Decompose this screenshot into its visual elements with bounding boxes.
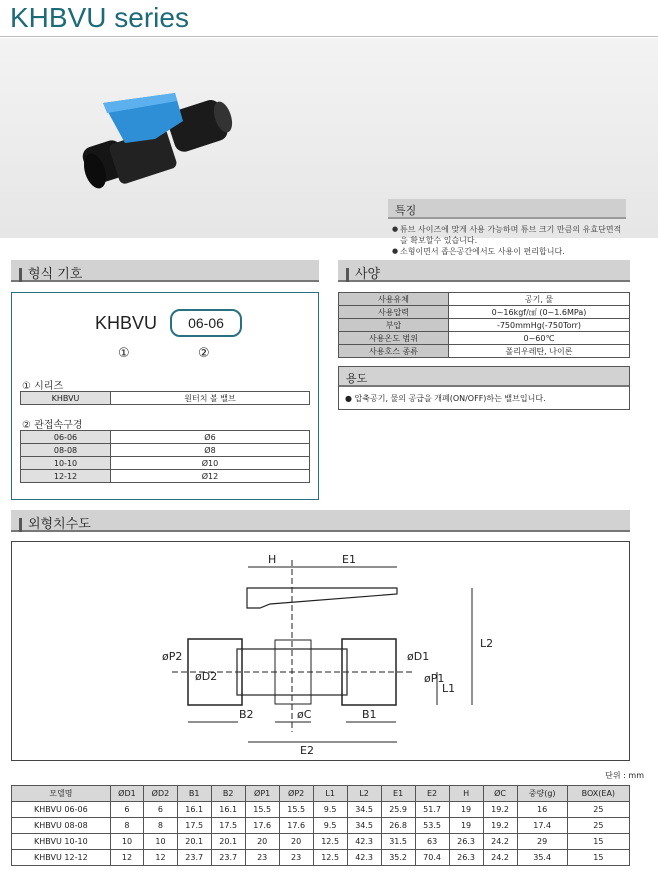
table-cell: 8 <box>110 818 144 834</box>
table-cell: 70.4 <box>415 850 449 866</box>
table-row <box>12 850 630 866</box>
dim-label-p2: øP2 <box>162 650 183 663</box>
table-row <box>21 392 310 405</box>
table-row <box>339 345 630 358</box>
table-row <box>12 834 630 850</box>
table-row <box>21 431 310 444</box>
table-cell: 10 <box>110 834 144 850</box>
product-photo-panel <box>0 38 658 256</box>
table-cell: 10-10 <box>21 457 111 470</box>
table-cell: 12-12 <box>21 470 111 483</box>
table-cell: 9.5 <box>313 818 347 834</box>
table-row <box>339 332 630 345</box>
table-cell: 35.4 <box>517 850 567 866</box>
table-cell: 42.3 <box>347 850 381 866</box>
table-row <box>12 818 630 834</box>
table-cell: 10 <box>144 834 178 850</box>
connection-label: ② 관접속구경 <box>22 420 83 431</box>
table-cell: 31.5 <box>381 834 415 850</box>
dimension-drawing-box <box>11 541 630 761</box>
section-title: 외형치수도 <box>28 517 91 532</box>
table-cell: 35.2 <box>381 850 415 866</box>
dim-label-l2: L2 <box>480 637 494 650</box>
table-cell: 19.2 <box>483 818 517 834</box>
table-row <box>21 444 310 457</box>
usage-box <box>338 366 630 410</box>
table-cell: 15.5 <box>245 802 279 818</box>
section-drawing <box>11 510 630 532</box>
table-cell: 34.5 <box>347 818 381 834</box>
table-row <box>339 306 630 319</box>
table-cell: 26.3 <box>449 850 483 866</box>
table-cell: Ø6 <box>111 431 310 444</box>
table-cell: 사용호스 종류 <box>339 345 449 358</box>
table-cell: 6 <box>110 802 144 818</box>
column-header: ØC <box>483 786 517 802</box>
table-row <box>339 293 630 306</box>
table-cell: 16.1 <box>177 802 211 818</box>
marker-2: ② <box>198 346 210 361</box>
usage-text: ● 압축공기, 물의 공급을 개폐(ON/OFF)하는 밸브입니다. <box>345 394 546 403</box>
section-spec <box>338 260 630 282</box>
table-cell: 26.8 <box>381 818 415 834</box>
table-cell: 17.5 <box>211 818 245 834</box>
table-cell: 사용온도 범위 <box>339 332 449 345</box>
table-cell: 17.6 <box>279 818 313 834</box>
table-cell: 23.7 <box>177 850 211 866</box>
column-header: E1 <box>381 786 415 802</box>
dim-label-b1: B1 <box>362 708 377 721</box>
usage-heading: 용도 <box>339 367 629 387</box>
column-header: BOX(EA) <box>567 786 629 802</box>
table-cell: Ø10 <box>111 457 310 470</box>
table-row <box>12 802 630 818</box>
valve-photo <box>55 43 295 223</box>
model-size-code: 06-06 <box>170 309 242 337</box>
table-cell: 25 <box>567 802 629 818</box>
table-cell: 20 <box>279 834 313 850</box>
table-cell: 12.5 <box>313 834 347 850</box>
column-header: L1 <box>313 786 347 802</box>
column-header: ØP2 <box>279 786 313 802</box>
section-model-code <box>11 260 319 282</box>
table-cell: 12 <box>144 850 178 866</box>
table-header-row <box>12 786 630 802</box>
table-cell: 19 <box>449 818 483 834</box>
table-row <box>21 457 310 470</box>
table-cell: 29 <box>517 834 567 850</box>
table-cell: KHBVU 12-12 <box>12 850 111 866</box>
column-header: B2 <box>211 786 245 802</box>
dimension-drawing <box>12 542 629 760</box>
table-cell: KHBVU 08-08 <box>12 818 111 834</box>
column-header: 모델명 <box>12 786 111 802</box>
spec-table <box>338 292 630 358</box>
dimension-table <box>11 785 630 866</box>
table-cell: 23 <box>279 850 313 866</box>
feature-item: ● 튜브 사이즈에 맞게 사용 가능하며 튜브 크기 만큼의 유효단면적을 확보할수 있습니다. <box>392 224 626 246</box>
series-label: ① 시리즈 <box>22 381 64 392</box>
table-cell: 17.4 <box>517 818 567 834</box>
table-cell: 15.5 <box>279 802 313 818</box>
table-cell: 20.1 <box>211 834 245 850</box>
column-header: ØD2 <box>144 786 178 802</box>
table-cell: 23 <box>245 850 279 866</box>
table-cell: 26.3 <box>449 834 483 850</box>
dim-label-l1: L1 <box>442 682 456 695</box>
table-row <box>339 319 630 332</box>
column-header: E2 <box>415 786 449 802</box>
feature-item: ● 소형이면서 좁은공간에서도 사용이 편리합니다. <box>392 246 626 257</box>
table-cell: 23.7 <box>211 850 245 866</box>
usage-text-content: 압축공기, 물의 공급을 개폐(ON/OFF)하는 밸브입니다. <box>354 394 546 403</box>
dimension-table-body <box>12 802 630 866</box>
table-cell: 42.3 <box>347 834 381 850</box>
column-header: B1 <box>177 786 211 802</box>
table-cell: 0~60℃ <box>449 332 630 345</box>
table-cell: 08-08 <box>21 444 111 457</box>
table-cell: 15 <box>567 850 629 866</box>
table-row <box>21 470 310 483</box>
table-cell: 12 <box>110 850 144 866</box>
column-header: ØP1 <box>245 786 279 802</box>
table-cell: 19 <box>449 802 483 818</box>
dim-label-d1: øD1 <box>407 650 430 663</box>
column-header: H <box>449 786 483 802</box>
table-cell: 사용유체 <box>339 293 449 306</box>
dim-label-e2: E2 <box>300 744 314 757</box>
dim-label-p1: øP1 <box>424 672 445 685</box>
table-cell: 63 <box>415 834 449 850</box>
table-cell: KHBVU <box>21 392 111 405</box>
column-header: 중량(g) <box>517 786 567 802</box>
column-header: ØD1 <box>110 786 144 802</box>
table-cell: KHBVU 06-06 <box>12 802 111 818</box>
dim-label-b2: B2 <box>239 708 254 721</box>
model-series-code: KHBVU <box>95 313 158 333</box>
table-cell: 34.5 <box>347 802 381 818</box>
table-cell: 0~16kgf/㎠ (0~1.6MPa) <box>449 306 630 319</box>
table-cell: 51.7 <box>415 802 449 818</box>
table-cell: 25.9 <box>381 802 415 818</box>
table-cell: 공기, 물 <box>449 293 630 306</box>
table-cell: 8 <box>144 818 178 834</box>
table-cell: 19.2 <box>483 802 517 818</box>
table-cell: KHBVU 10-10 <box>12 834 111 850</box>
table-cell: 20.1 <box>177 834 211 850</box>
title-divider <box>0 36 658 37</box>
table-cell: 폴리우레탄, 나이론 <box>449 345 630 358</box>
unit-note: 단위 : mm <box>605 771 644 780</box>
table-cell: 17.5 <box>177 818 211 834</box>
column-header: L2 <box>347 786 381 802</box>
table-cell: 6 <box>144 802 178 818</box>
table-cell: 15 <box>567 834 629 850</box>
dim-label-h: H <box>268 553 277 566</box>
table-cell: 20 <box>245 834 279 850</box>
page-title: KHBVU series <box>10 2 189 33</box>
table-cell: 원터치 볼 밸브 <box>111 392 310 405</box>
table-cell: 16.1 <box>211 802 245 818</box>
table-cell: Ø12 <box>111 470 310 483</box>
table-cell: -750mmHg(-750Torr) <box>449 319 630 332</box>
table-cell: 06-06 <box>21 431 111 444</box>
table-cell: 12.5 <box>313 850 347 866</box>
marker-1: ① <box>118 346 130 361</box>
dim-label-e1: E1 <box>342 553 356 566</box>
features-heading: 특징 <box>388 199 626 219</box>
table-cell: 17.6 <box>245 818 279 834</box>
section-title: 사양 <box>355 267 381 282</box>
table-cell: 16 <box>517 802 567 818</box>
dim-label-d2: øD2 <box>195 670 218 683</box>
table-cell: 24.2 <box>483 834 517 850</box>
section-title: 형식 기호 <box>28 267 83 282</box>
table-cell: 24.2 <box>483 850 517 866</box>
series-table <box>20 391 310 405</box>
dim-label-c: øC <box>297 708 312 721</box>
table-cell: Ø8 <box>111 444 310 457</box>
connection-table <box>20 430 310 483</box>
table-cell: 53.5 <box>415 818 449 834</box>
features-list <box>392 224 626 257</box>
table-cell: 9.5 <box>313 802 347 818</box>
table-cell: 25 <box>567 818 629 834</box>
table-cell: 부압 <box>339 319 449 332</box>
table-cell: 사용압력 <box>339 306 449 319</box>
